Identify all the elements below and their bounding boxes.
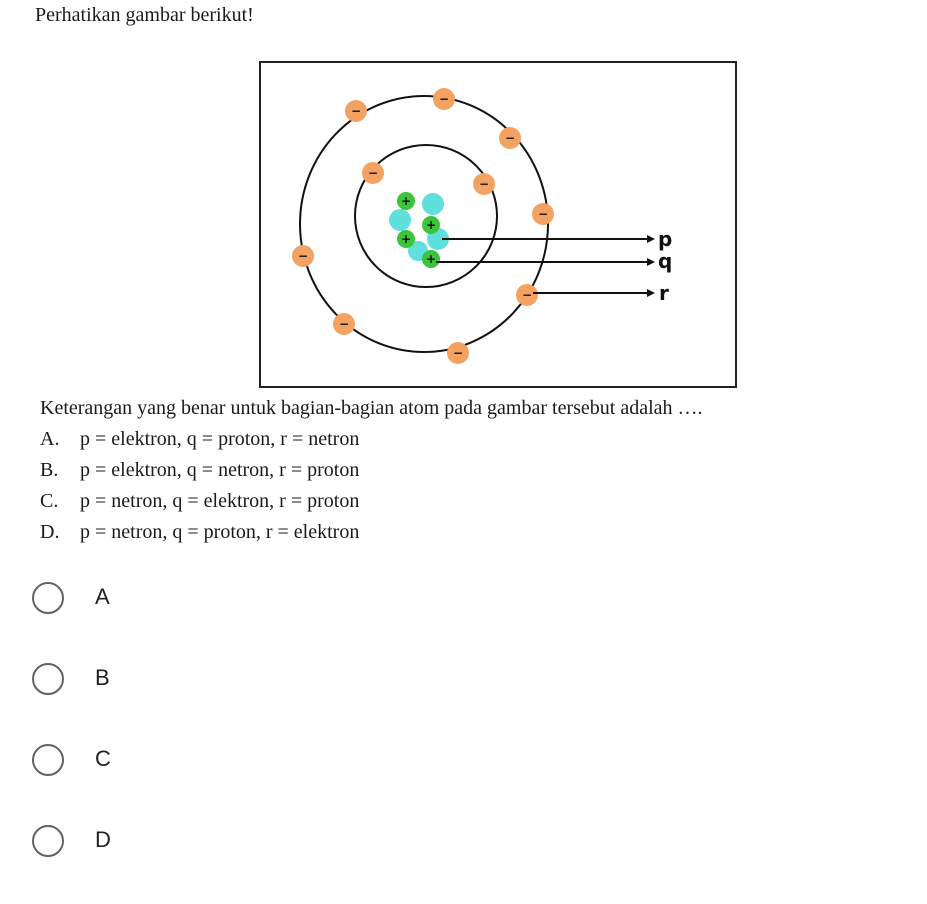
radio-button-b[interactable] <box>32 663 64 695</box>
proton-sign: + <box>400 232 412 246</box>
radio-button-a[interactable] <box>32 582 64 614</box>
answer-options <box>40 427 359 551</box>
electron-sign: − <box>478 177 490 191</box>
option-text: p = netron, q = proton, r = elektron <box>80 521 360 543</box>
option-letter: D. <box>40 521 60 543</box>
electron-sign: − <box>504 131 516 145</box>
radio-button-d[interactable] <box>32 825 64 857</box>
option-b <box>40 458 359 489</box>
electron-sign: − <box>521 288 533 302</box>
option-d <box>40 520 359 551</box>
arrow-p-head <box>647 235 655 243</box>
label-r: r <box>659 281 669 305</box>
option-text: p = elektron, q = netron, r = proton <box>80 459 360 481</box>
proton-sign: + <box>425 218 437 232</box>
atom-diagram <box>261 63 735 386</box>
electron-sign: − <box>537 207 549 221</box>
option-letter: C. <box>40 490 59 512</box>
proton-sign: + <box>400 194 412 208</box>
radio-button-c[interactable] <box>32 744 64 776</box>
choice-label[interactable]: A <box>95 584 110 609</box>
electron-sign: − <box>338 317 350 331</box>
choice-label[interactable]: B <box>95 665 110 690</box>
electron-sign: − <box>438 92 450 106</box>
nucleus <box>389 192 449 268</box>
neutron <box>389 209 411 231</box>
electron-sign: − <box>297 249 309 263</box>
arrow-r-head <box>647 289 655 297</box>
option-letter: A. <box>40 428 60 450</box>
label-q: q <box>658 249 673 273</box>
label-p: p <box>658 227 673 251</box>
option-c <box>40 489 359 520</box>
neutron <box>422 193 444 215</box>
proton-sign: + <box>425 252 437 266</box>
option-text: p = netron, q = elektron, r = proton <box>80 490 360 512</box>
option-letter: B. <box>40 459 59 481</box>
electron-sign: − <box>350 104 362 118</box>
option-text: p = elektron, q = proton, r = netron <box>80 428 360 450</box>
choice-label[interactable]: C <box>95 746 111 771</box>
arrow-q-head <box>647 258 655 266</box>
atom-figure <box>259 61 737 388</box>
option-a <box>40 427 359 458</box>
electron-sign: − <box>452 346 464 360</box>
choice-label[interactable]: D <box>95 827 111 852</box>
electron-sign: − <box>367 166 379 180</box>
question-text: Keterangan yang benar untuk bagian-bagian atom pada gambar tersebut adalah …. <box>40 397 703 419</box>
intro-text: Perhatikan gambar berikut! <box>35 4 254 26</box>
